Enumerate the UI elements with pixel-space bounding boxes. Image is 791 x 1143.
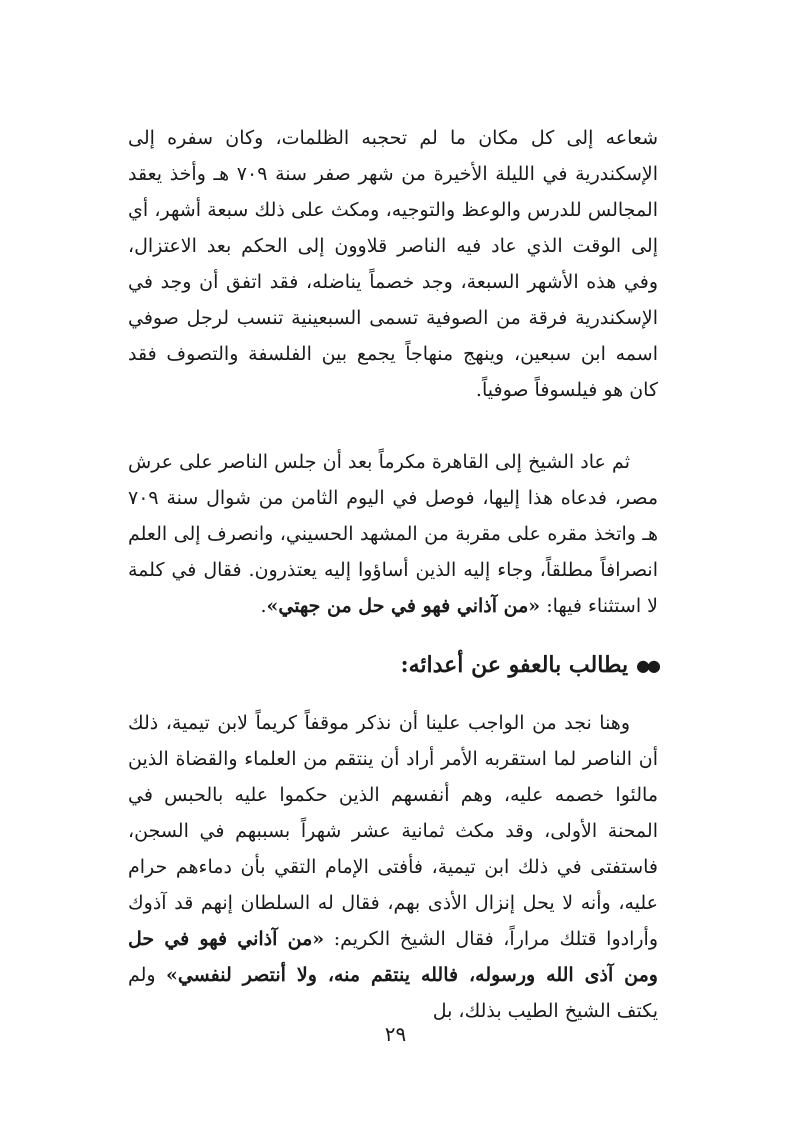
paragraph-pardon [128, 705, 658, 1029]
quote-text: «من آذاني فهو في حل ومن آذى الله ورسوله، فالله ينتقم منه، ولا أنتصر لنفسي» [128, 928, 658, 986]
heading-bullet-icon: ●● [636, 656, 658, 675]
paragraph-end: . [260, 595, 267, 617]
paragraph-body [128, 444, 658, 624]
paragraph-return-to-cairo [128, 444, 658, 624]
paragraph-text: وهنا نجد من الواجب علينا أن نذكر موقفاً كريماً لابن تيمية، ذلك أن الناصر لما استقربه الأمر أراد أن ينتقم من العلماء والقضاة الذين مالئوا خصمه عليه، وهم أنفسهم الذين حكموا عليه بالحبس في المحنة الأولى، وقد مكث ثمانية عشر شهراً بسببهم في السجن، فاستفتى في ذلك ابن تيمية، فأفتى الإمام التقي بأن دماءهم حرام عليه، وأنه لا يحل إنزال الأذى بهم، فقال له السلطان إنهم قد آذوك وأرادوا قتلك مراراً، فقال الشيخ الكريم: [128, 712, 658, 950]
page-number: ٢٩ [384, 1022, 407, 1046]
paragraph-end: ولم يكتف الشيخ الطيب بذلك، بل [128, 964, 658, 1022]
quote-text: «من آذاني فهو في حل من جهتي» [266, 595, 541, 617]
paragraph-body [128, 705, 658, 1029]
section-heading [128, 650, 658, 681]
paragraph-alexandria [128, 120, 658, 408]
paragraph-text: شعاعه إلى كل مكان ما لم تحجبه الظلمات، وكان سفره إلى الإسكندرية في الليلة الأخيرة من شهر صفر سنة ٧٠٩ هـ وأخذ يعقد المجالس للدرس والوعظ والتوجيه، ومكث على ذلك سبعة أشهر، أي إلى الوقت الذي عاد فيه الناصر قلاوون إلى الحكم بعد الاعتزال، وفي هذه الأشهر السبعة، وجد خصماً يناضله، فقد اتفق أن وجد في الإسكندرية فرقة من الصوفية تسمى السبعينية تنسب لرجل صوفي اسمه ابن سبعين، وينهج منهاجاً يجمع بين الفلسفة والتصوف فقد كان هو فيلسوفاً صوفياً. [128, 127, 658, 401]
paragraph-text: ثم عاد الشيخ إلى القاهرة مكرماً بعد أن جلس الناصر على عرش مصر، فدعاه هذا إليها، فوصل في اليوم الثامن من شوال سنة ٧٠٩ هـ واتخذ مقره على مقربة من المشهد الحسيني، وانصرف إلى العلم انصرافاً مطلقاً، وجاء إليه الذين أساؤوا إليه يعتذرون. فقال في كلمة لا استثناء فيها: [128, 451, 658, 617]
heading-text: يطالب بالعفو عن أعدائه: [400, 652, 629, 678]
